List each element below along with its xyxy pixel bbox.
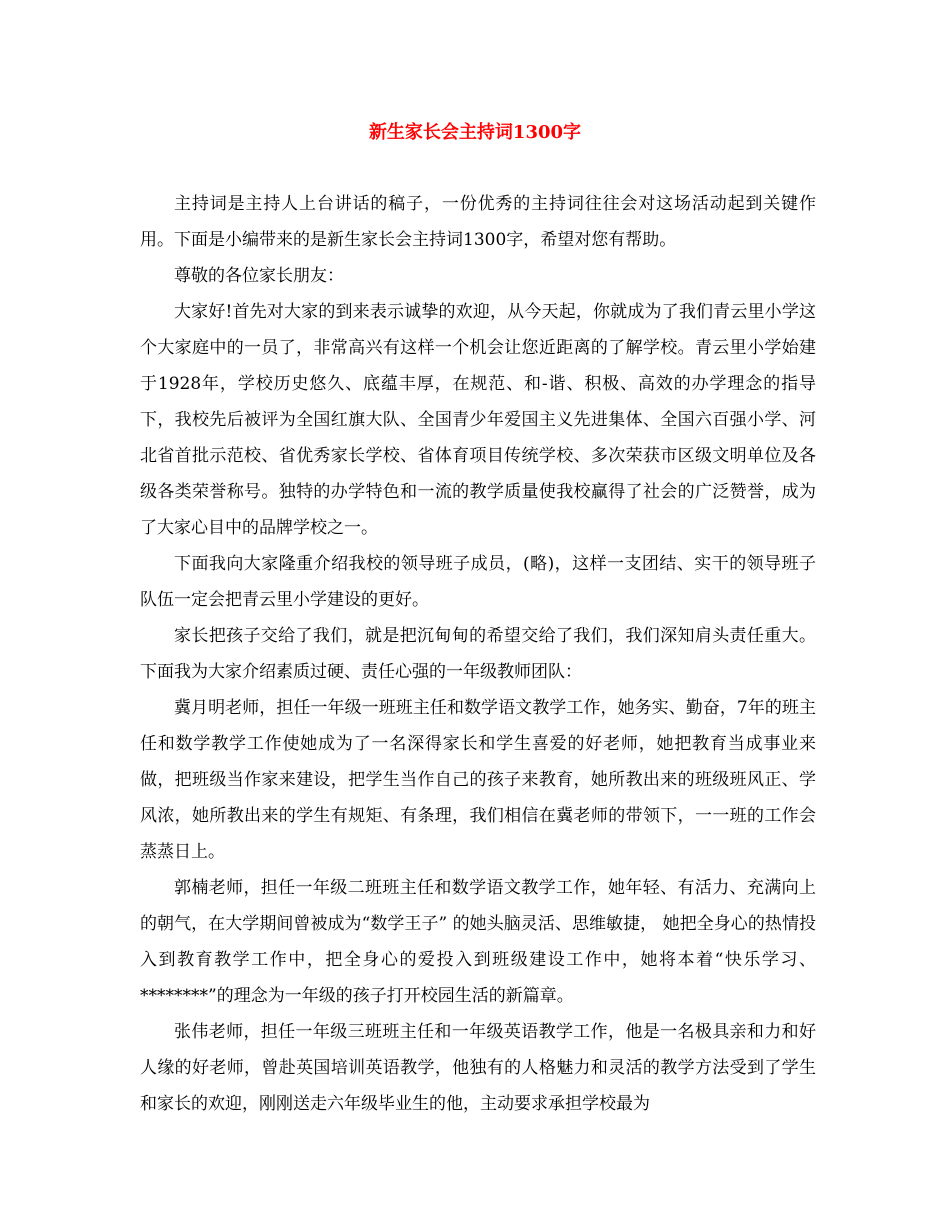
- document-body: [140, 186, 816, 1122]
- paragraph-teacher-team: 家长把孩子交给了我们，就是把沉甸甸的希望交给了我们，我们深知肩头责任重大。下面我为大家介绍素质过硬、责任心强的一年级教师团队：: [140, 626, 816, 682]
- document-title: 新生家长会主持词1300字: [368, 122, 582, 143]
- paragraph-teacher-zhang: 张伟老师，担任一年级三班班主任和一年级英语教学工作，他是一名极具亲和力和好人缘的好老师，曾赴英国培训英语教学，他独有的人格魅力和灵活的教学方法受到了学生和家长的欢迎，刚刚送走六年级毕业生的他，主动要求承担学校最为: [140, 1022, 816, 1114]
- paragraph-intro: 主持词是主持人上台讲话的稿子，一份优秀的主持词往往会对这场活动起到关键作用。下面是小编带来的是新生家长会主持词1300字，希望对您有帮助。: [140, 194, 816, 250]
- paragraph-leadership: 下面我向大家隆重介绍我校的领导班子成员，(略)，这样一支团结、实干的领导班子队伍一定会把青云里小学建设的更好。: [140, 554, 816, 610]
- paragraph-teacher-ji: 冀月明老师，担任一年级一班班主任和数学语文教学工作，她务实、勤奋，7年的班主任和数学教学工作使她成为了一名深得家长和学生喜爱的好老师，她把教育当成事业来做，把班级当作家来建设，把学生当作自己的孩子来教育，她所教出来的班级班风正、学风浓，她所教出来的学生有规矩、有条理，我们相信在冀老师的带领下，一一班的工作会蒸蒸日上。: [140, 698, 816, 862]
- paragraph-teacher-guo: 郭楠老师，担任一年级二班班主任和数学语文教学工作，她年轻、有活力、充满向上的朝气，在大学期间曾被成为“数学王子” 的她头脑灵活、思维敏捷， 她把全身心的热情投入到教育教学工作中，把全身心的爱投入到班级建设工作中，她将本着“快乐学习、********”的理念为一年级的孩子打开校园生活的新篇章。: [140, 878, 816, 1006]
- paragraph-salutation: 尊敬的各位家长朋友：: [174, 266, 344, 286]
- paragraph-school-intro: 大家好!首先对大家的到来表示诚挚的欢迎，从今天起，你就成为了我们青云里小学这个大家庭中的一员了，非常高兴有这样一个机会让您近距离的了解学校。青云里小学始建于1928年，学校历史悠久、底蕴丰厚，在规范、和-谐、积极、高效的办学理念的指导下，我校先后被评为全国红旗大队、全国青少年爱国主义先进集体、全国六百强小学、河北省首批示范校、省优秀家长学校、省体育项目传统学校、多次荣获市区级文明单位及各级各类荣誉称号。独特的办学特色和一流的教学质量使我校赢得了社会的广泛赞誉，成为了大家心目中的品牌学校之一。: [140, 302, 816, 538]
